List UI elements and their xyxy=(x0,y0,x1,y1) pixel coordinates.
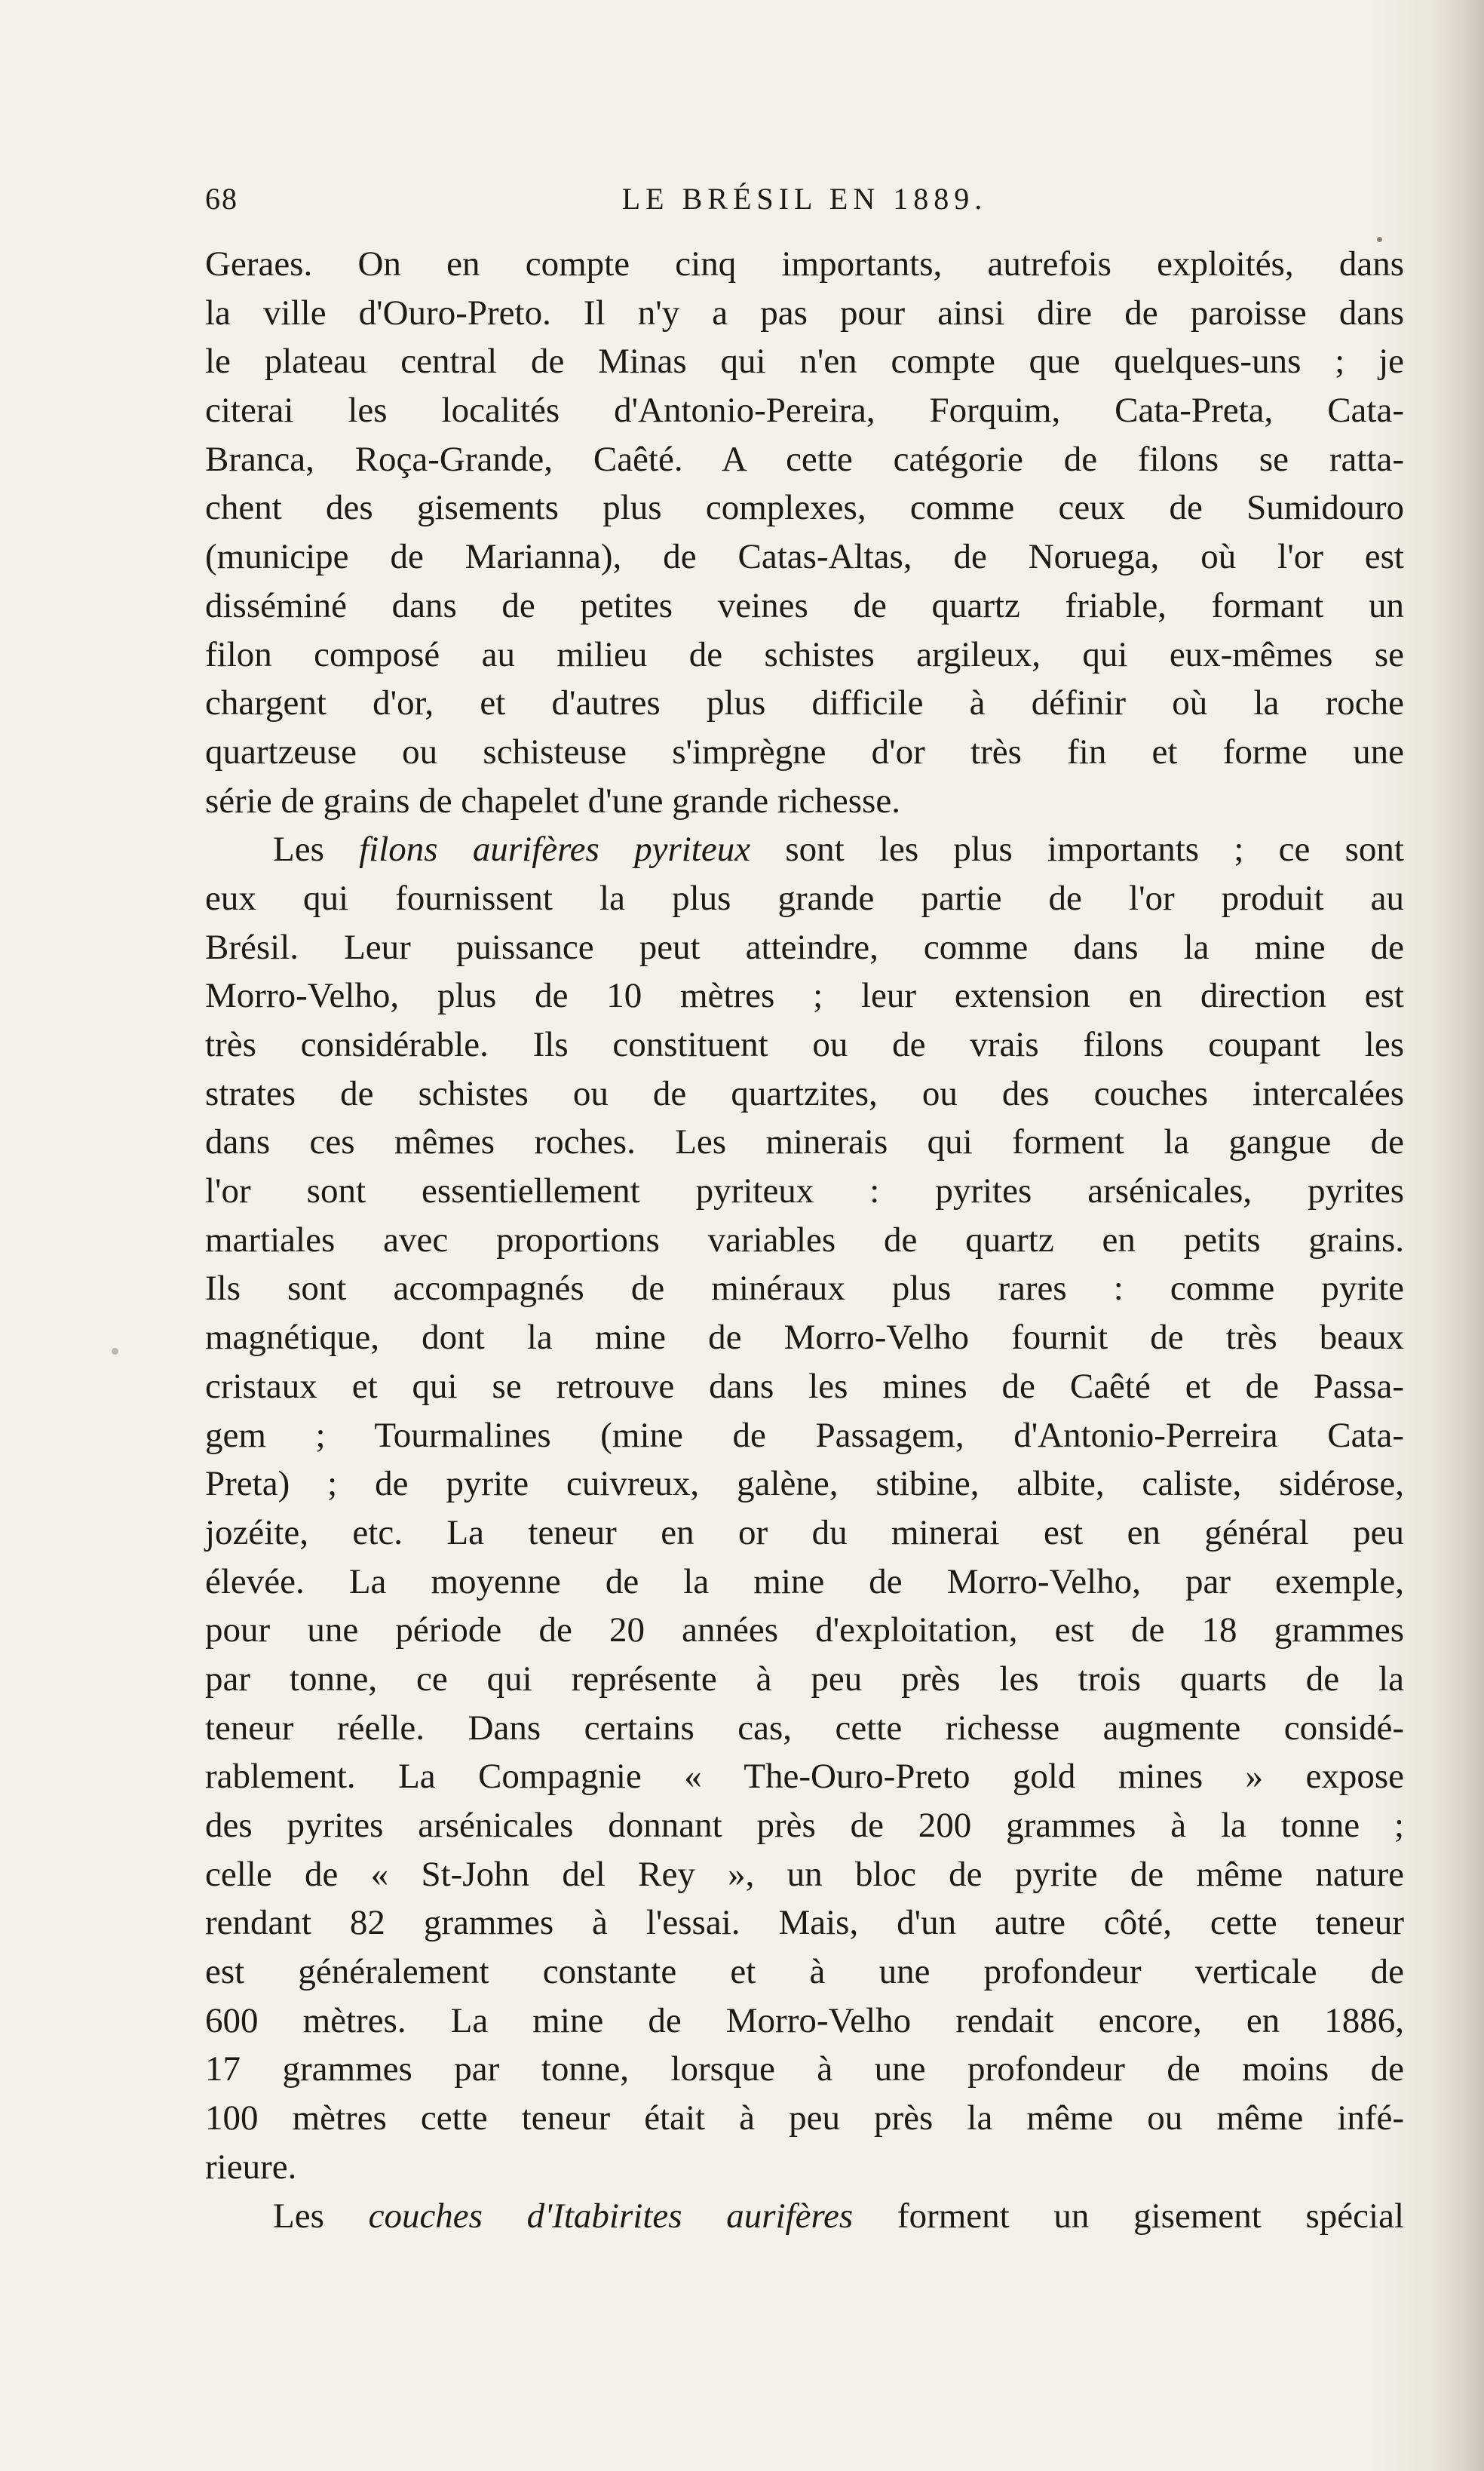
text-line: 17 grammes par tonne, lorsque à une profondeur de moins de xyxy=(205,2049,1404,2089)
text-line: jozéite, etc. La teneur en or du minerai est en général peu xyxy=(205,1512,1404,1552)
text-run: forment un gisement spécial xyxy=(853,2196,1404,2236)
text-line: disséminé dans de petites veines de quartz friable, formant un xyxy=(205,585,1404,625)
text-run: Les xyxy=(273,830,360,870)
text-line: des pyrites arsénicales donnant près de 200 grammes à la tonne ; xyxy=(205,1806,1404,1845)
text-line: teneur réelle. Dans certains cas, cette richesse augmente considé- xyxy=(205,1708,1404,1748)
text-line: rendant 82 grammes à l'essai. Mais, d'un autre côté, cette teneur xyxy=(205,1903,1404,1943)
text-run: sont les plus importants ; ce sont xyxy=(750,830,1404,870)
text-line: pour une période de 20 années d'exploitation, est de 18 grammes xyxy=(205,1610,1404,1650)
italic-term: filons aurifères pyriteux xyxy=(359,830,751,870)
text-line: 100 mètres cette teneur était à peu près la même ou même infé- xyxy=(205,2098,1404,2138)
text-line: quartzeuse ou schisteuse s'imprègne d'or très fin et forme une xyxy=(205,732,1404,772)
text-line: élevée. La moyenne de la mine de Morro-Velho, par exemple, xyxy=(205,1561,1404,1601)
text-line: rablement. La Compagnie « The-Ouro-Preto gold mines » expose xyxy=(205,1757,1404,1797)
text-line: chargent d'or, et d'autres plus difficile à définir où la roche xyxy=(205,683,1404,723)
text-line: par tonne, ce qui représente à peu près les trois quarts de la xyxy=(205,1659,1404,1699)
text-line: le plateau central de Minas qui n'en compte que quelques-uns ; je xyxy=(205,342,1404,382)
text-line: (municipe de Marianna), de Catas-Altas, de Noruega, où l'or est xyxy=(205,537,1404,577)
text-line: Preta) ; de pyrite cuivreux, galène, stibine, albite, caliste, sidérose, xyxy=(205,1464,1404,1504)
text-line: Morro-Velho, plus de 10 mètres ; leur extension en direction est xyxy=(205,976,1404,1016)
italic-term: couches d'Itabirites aurifères xyxy=(368,2196,854,2236)
text-run: Les xyxy=(273,2196,369,2236)
text-line: est généralement constante et à une profondeur verticale de xyxy=(205,1952,1404,1992)
running-title: LE BRÉSIL EN 1889. xyxy=(621,182,988,216)
paragraph-end-line: rieure. xyxy=(205,2147,297,2187)
text-line: Branca, Roça-Grande, Caêté. A cette catégorie de filons se ratta- xyxy=(205,439,1404,479)
text-line: magnétique, dont la mine de Morro-Velho fournit de très beaux xyxy=(205,1318,1404,1358)
text-line: la ville d'Ouro-Preto. Il n'y a pas pour ainsi dire de paroisse dans xyxy=(205,293,1404,333)
text-line: chent des gisements plus complexes, comme ceux de Sumidouro xyxy=(205,488,1404,528)
paragraph-start-line xyxy=(205,825,1404,874)
text-line: 600 mètres. La mine de Morro-Velho rendait encore, en 1886, xyxy=(205,2000,1404,2040)
text-line: celle de « St-John del Rey », un bloc de pyrite de même nature xyxy=(205,1854,1404,1894)
text-line: l'or sont essentiellement pyriteux : pyrites arsénicales, pyrites xyxy=(205,1171,1404,1211)
text-line: Ils sont accompagnés de minéraux plus rares : comme pyrite xyxy=(205,1269,1404,1309)
paragraph-end-line: série de grains de chapelet d'une grande richesse. xyxy=(205,781,900,821)
text-line: très considérable. Ils constituent ou de vrais filons coupant les xyxy=(205,1025,1404,1064)
text-line: filon composé au milieu de schistes argileux, qui eux-mêmes se xyxy=(205,634,1404,674)
page-edge-shadow xyxy=(1431,0,1484,2471)
scan-speck xyxy=(1377,237,1382,242)
body-text xyxy=(205,240,1404,2240)
text-line: Geraes. On en compte cinq importants, autrefois exploités, dans xyxy=(205,244,1404,284)
text-line: eux qui fournissent la plus grande partie de l'or produit au xyxy=(205,878,1404,918)
text-line: cristaux et qui se retrouve dans les mines de Caêté et de Passa- xyxy=(205,1366,1404,1406)
text-line: gem ; Tourmalines (mine de Passagem, d'Antonio-Perreira Cata- xyxy=(205,1415,1404,1455)
text-line: citerai les localités d'Antonio-Pereira, Forquim, Cata-Preta, Cata- xyxy=(205,391,1404,431)
scan-speck xyxy=(112,1348,118,1355)
page-header xyxy=(205,181,1404,219)
text-line: Brésil. Leur puissance peut atteindre, comme dans la mine de xyxy=(205,927,1404,967)
text-line: martiales avec proportions variables de quartz en petits grains. xyxy=(205,1220,1404,1260)
paragraph-start-line xyxy=(205,2192,1404,2241)
page-number: 68 xyxy=(205,182,238,216)
text-line: dans ces mêmes roches. Les minerais qui forment la gangue de xyxy=(205,1122,1404,1162)
text-line: strates de schistes ou de quartzites, ou des couches intercalées xyxy=(205,1073,1404,1113)
